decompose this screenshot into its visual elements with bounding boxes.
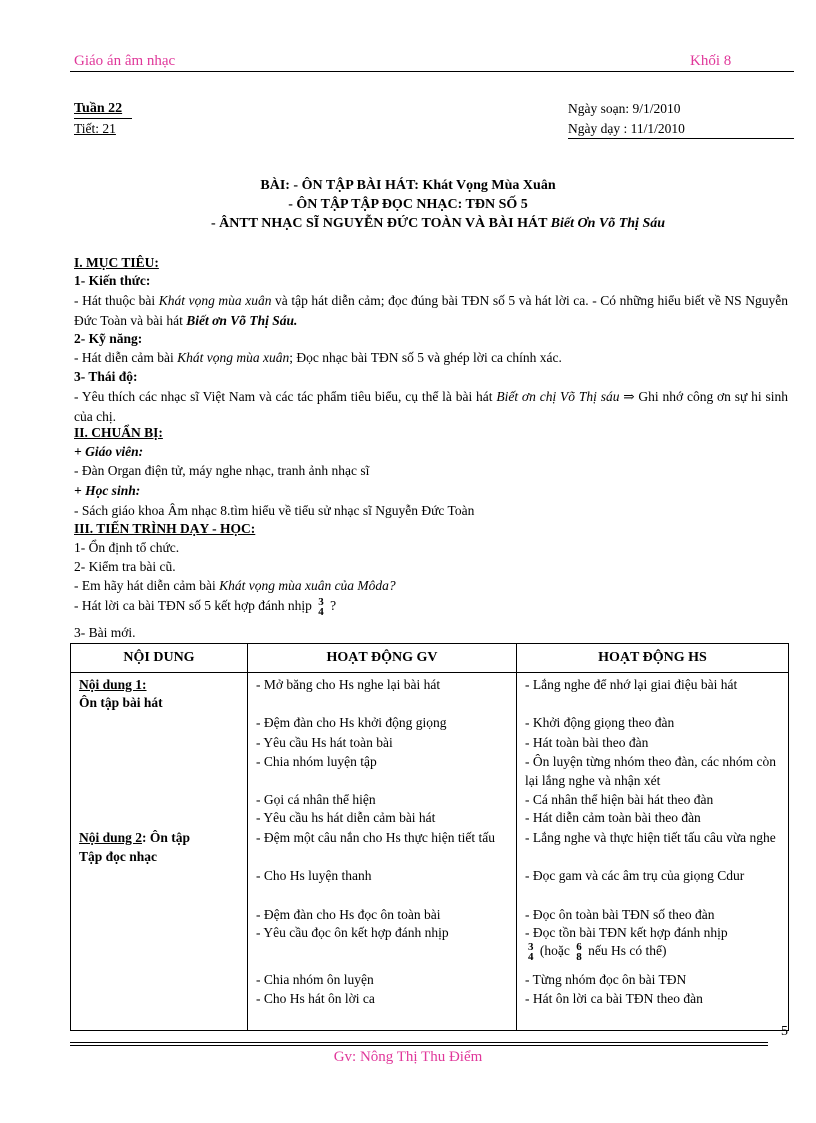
list-item: - Hát ôn lời ca bài TĐN theo đàn [525, 991, 703, 1006]
list-item: - Khởi động giọng theo đàn [525, 715, 675, 730]
time-signature: 3 4 [318, 596, 324, 618]
header-teacher: HOẠT ĐỘNG GV [248, 644, 517, 673]
step-2-question-2: - Hát lời ca bài TĐN số 5 kết hợp đánh nhịp 3 4 ? [74, 596, 337, 618]
footer-rule-2 [70, 1045, 768, 1046]
prep-heading: II. CHUẨN BỊ: [74, 425, 163, 440]
footer-rule-1 [70, 1042, 768, 1043]
content-1-label: Nội dung 1: [79, 677, 147, 692]
content-1-title: Ôn tập bài hát [79, 695, 163, 710]
header-subject: Giáo án âm nhạc [74, 53, 176, 69]
list-item: - Đọc ôn toàn bài TĐN số theo đàn [525, 907, 715, 922]
list-item: - Đọc gam và các âm trụ của giọng Cdur [525, 868, 745, 883]
list-item: - Chia nhóm ôn luyện [256, 972, 374, 987]
list-item: - Gọi cá nhân thể hiện [256, 792, 376, 807]
list-item: - Lắng nghe để nhớ lại giai điệu bài hát [525, 677, 738, 692]
teacher-heading: + Giáo viên: [74, 444, 144, 459]
attitude-heading: 3- Thái độ: [74, 369, 138, 384]
teacher-cell [248, 673, 517, 1031]
content-cell [71, 673, 248, 1031]
lesson-number: Tiết: 21 [74, 121, 116, 136]
list-item: - Yêu cầu đọc ôn kết hợp đánh nhịp [256, 925, 449, 940]
list-item: - Ôn luyện từng nhóm theo đàn, các nhóm còn lại lắng nghe và nhận xét [525, 754, 777, 788]
step-1: 1- Ổn định tổ chức. [74, 540, 180, 555]
content-2-label: Nội dung 2: Ôn tập [79, 830, 191, 845]
table-header-row [71, 644, 789, 673]
student-materials: - Sách giáo khoa Âm nhạc 8.tìm hiểu về tiểu sử nhạc sĩ Nguyễn Đức Toàn [74, 503, 475, 518]
week-label: Tuần 22 [74, 101, 123, 116]
list-item: - Lắng nghe và thực hiện tiết tấu câu vừa nghe [525, 830, 776, 845]
list-item: - Cho Hs hát ôn lời ca [256, 991, 375, 1006]
student-heading: + Học sinh: [74, 483, 141, 498]
step-2-question-1: - Em hãy hát diễn cảm bài Khát vọng mùa xuân của Môda? [74, 578, 396, 593]
title-line-1: BÀI: - ÔN TẬP BÀI HÁT: Khát Vọng Mùa Xuân [260, 178, 556, 193]
title-line-2: - ÔN TẬP TẬP ĐỌC NHẠC: TĐN SỐ 5 [288, 197, 528, 212]
list-item: - Đệm một câu nắn cho Hs thực hiện tiết tấu [256, 830, 495, 845]
title-line-3: - ÂNTT NHẠC SĨ NGUYỄN ĐỨC TOÀN VÀ BÀI HÁT Biết Ơn Võ Thị Sáu [210, 216, 666, 231]
page-number: 5 [781, 1024, 788, 1039]
process-heading: III. TIẾN TRÌNH DẠY - HỌC: [74, 521, 256, 536]
header-grade: Khối 8 [690, 53, 732, 69]
list-item: - Mở băng cho Hs nghe lại bài hát [256, 677, 441, 692]
header-student: HOẠT ĐỘNG HS [517, 644, 789, 673]
list-item: - Yêu cầu hs hát diễn cảm bài hát [256, 810, 436, 825]
header-rule [70, 71, 794, 72]
teach-date: Ngày dạy : 11/1/2010 [568, 121, 685, 136]
time-signature: 6 8 [576, 941, 582, 963]
meter-note: 3 4 (hoặc 6 8 nếu Hs có thể) [528, 941, 667, 963]
list-item: - Đọc tồn bài TĐN kết hợp đánh nhịp [525, 925, 728, 940]
list-item: - Hát diễn cảm toàn bài theo đàn [525, 810, 701, 825]
header-content: NỘI DUNG [71, 644, 248, 673]
meta-underline-right [568, 138, 794, 139]
footer-author: Gv: Nông Thị Thu Điểm [333, 1049, 483, 1065]
student-cell [517, 673, 789, 1031]
time-signature: 3 4 [528, 941, 534, 963]
skills-text: - Hát diễn cảm bài Khát vọng mùa xuân; Đọc nhạc bài TĐN số 5 và ghép lời ca chính xác. [74, 350, 562, 365]
objectives-heading: I. MỤC TIÊU: [74, 255, 159, 270]
list-item: - Đệm đàn cho Hs khởi động giọng [256, 715, 447, 730]
list-item: - Cá nhân thể hiện bài hát theo đàn [525, 792, 714, 807]
list-item: - Hát toàn bài theo đàn [525, 735, 649, 750]
activity-table [70, 643, 789, 1031]
knowledge-text: - Hát thuộc bài Khát vọng mùa xuân và tập hát diễn cảm; đọc đúng bài TĐN số 5 và hát lời ca. - Có những hiểu biết về NS Nguyễn Đức Toàn và bài hát Biết ơn Võ Thị Sáu. [74, 293, 788, 328]
list-item: - Yêu cầu Hs hát toàn bài [256, 735, 393, 750]
step-3: 3- Bài mới. [74, 625, 136, 640]
step-2: 2- Kiểm tra bài cũ. [74, 559, 176, 574]
table-row [71, 673, 789, 1031]
prep-date: Ngày soạn: 9/1/2010 [568, 101, 681, 116]
list-item: - Cho Hs luyện thanh [256, 868, 372, 883]
knowledge-heading: 1- Kiến thức: [74, 273, 151, 288]
meta-underline-left [74, 118, 132, 119]
teacher-materials: - Đàn Organ điện tử, máy nghe nhạc, tranh ảnh nhạc sĩ [74, 463, 370, 478]
content-2-title: Tập đọc nhạc [79, 849, 158, 864]
list-item: - Từng nhóm đọc ôn bài TĐN [525, 972, 687, 987]
list-item: - Chia nhóm luyện tập [256, 754, 377, 769]
attitude-text: - Yêu thích các nhạc sĩ Việt Nam và các tác phẩm tiêu biểu, cụ thể là bài hát Biết ơn chị Võ Thị sáu ⇒ Ghi nhớ công ơn sự hi sinh của chị. [74, 389, 788, 424]
list-item: - Đệm đàn cho Hs đọc ôn toàn bài [256, 907, 441, 922]
skills-heading: 2- Kỹ năng: [74, 331, 143, 346]
